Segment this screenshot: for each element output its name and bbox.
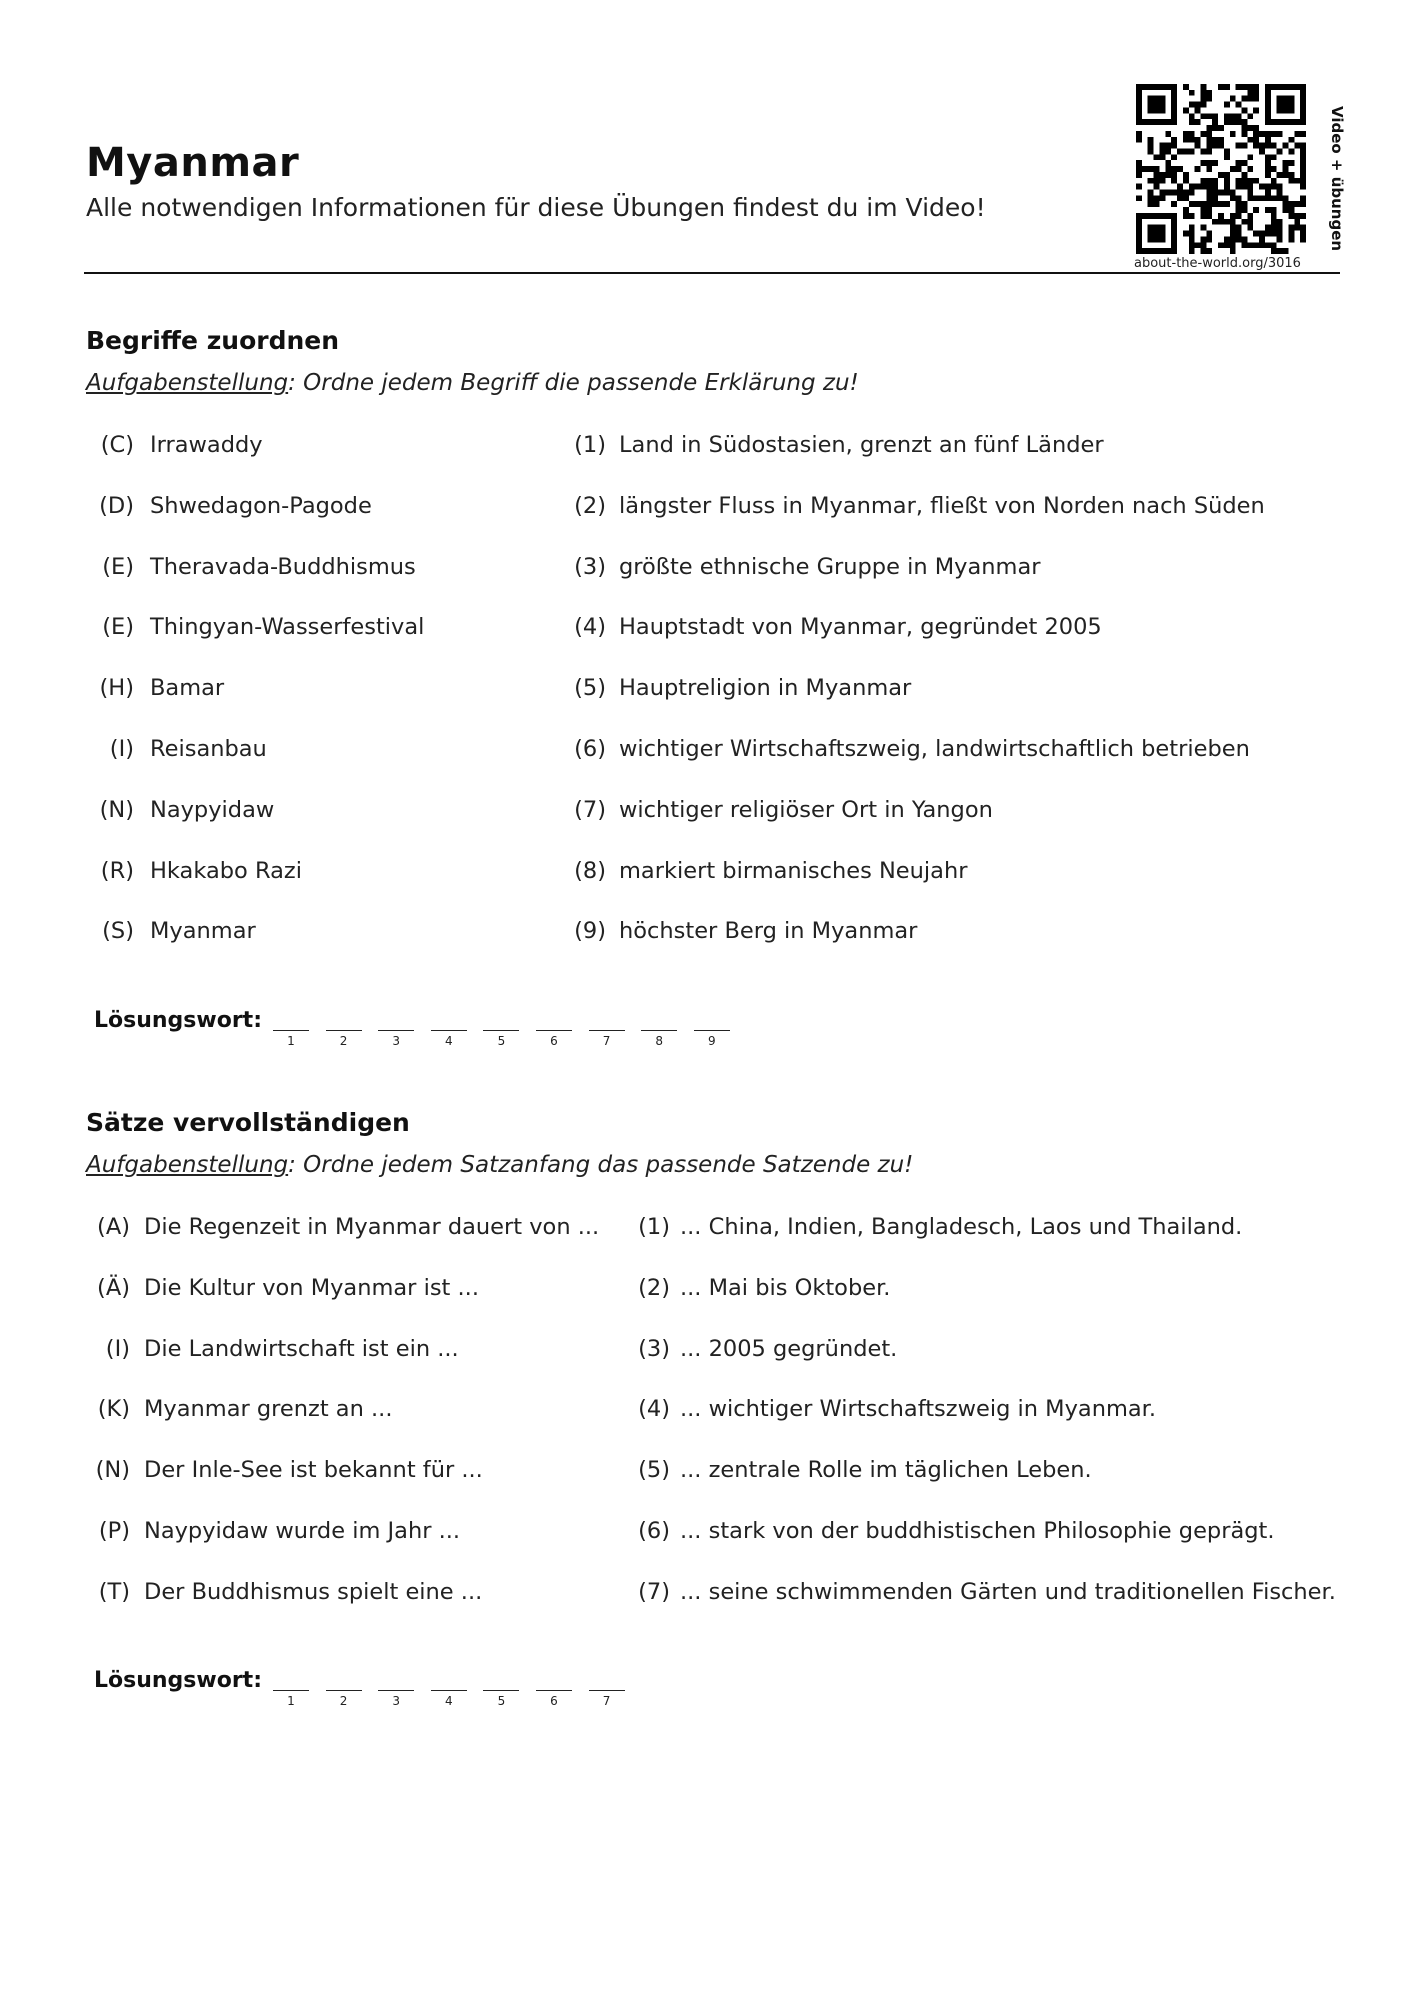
task-label: Aufgabenstellung (86, 370, 289, 396)
ending-number: (4) (638, 1396, 670, 1423)
start-text: Die Regenzeit in Myanmar dauert von ... (144, 1214, 600, 1240)
matching-row (0, 493, 1414, 523)
ending-number: (2) (638, 1274, 670, 1301)
blank-number: 7 (602, 1034, 611, 1048)
term-text: Theravada-Buddhismus (150, 553, 416, 580)
term-letter: (N) (99, 796, 134, 823)
blank-number: 1 (287, 1034, 295, 1048)
section-title-saetze: Sätze vervollständigen (86, 1108, 410, 1137)
answer-blank[interactable] (483, 1690, 519, 1691)
definition-text: größte ethnische Gruppe in Myanmar (619, 553, 1041, 580)
task-instruction-1 (86, 370, 859, 396)
definition-text: wichtiger religiöser Ort in Yangon (619, 796, 993, 823)
start-text: Die Kultur von Myanmar ist ... (144, 1274, 479, 1301)
definition-text: Hauptreligion in Myanmar (619, 675, 912, 702)
term-letter: (C) (100, 432, 134, 458)
start-letter: (I) (105, 1335, 130, 1362)
answer-blank[interactable] (641, 1030, 677, 1031)
matching-row (0, 736, 1414, 766)
qr-code-icon[interactable] (1136, 84, 1306, 254)
blank-number: 5 (497, 1034, 506, 1048)
answer-blank[interactable] (326, 1030, 362, 1031)
blank-number: 2 (339, 1694, 348, 1708)
matching-row (0, 1457, 1414, 1487)
definition-number: (1) (574, 432, 606, 458)
matching-row (0, 1214, 1414, 1244)
ending-text: ... 2005 gegründet. (680, 1335, 898, 1362)
term-text: Shwedagon-Pagode (150, 492, 372, 519)
ending-text: ... zentrale Rolle im täglichen Leben. (680, 1457, 1092, 1484)
blank-number: 6 (550, 1034, 558, 1048)
matching-row (0, 614, 1414, 644)
start-letter: (N) (95, 1457, 130, 1484)
solution-label-2: Lösungswort: (94, 1668, 262, 1693)
task-instruction-2 (86, 1152, 913, 1178)
ending-number: (5) (638, 1457, 670, 1484)
blank-number: 4 (444, 1694, 453, 1708)
header-divider (84, 272, 1340, 274)
matching-row (0, 554, 1414, 584)
term-text: Bamar (150, 675, 225, 702)
definition-text: längster Fluss in Myanmar, fließt von Norden nach Süden (619, 492, 1265, 519)
definition-text: wichtiger Wirtschaftszweig, landwirtschaftlich betrieben (619, 736, 1250, 762)
blank-number: 3 (392, 1034, 400, 1048)
definition-number: (8) (574, 857, 606, 884)
answer-blank[interactable] (431, 1690, 467, 1691)
section-title-begriffe: Begriffe zuordnen (86, 326, 340, 355)
term-text: Irrawaddy (150, 432, 263, 458)
ending-text: ... wichtiger Wirtschaftszweig in Myanmar. (680, 1396, 1157, 1423)
ending-text: ... stark von der buddhistischen Philosophie geprägt. (680, 1518, 1275, 1544)
start-letter: (P) (98, 1518, 130, 1544)
start-letter: (K) (97, 1396, 130, 1423)
ending-text: ... China, Indien, Bangladesch, Laos und Thailand. (680, 1214, 1243, 1240)
answer-blank[interactable] (536, 1030, 572, 1031)
definition-text: Land in Südostasien, grenzt an fünf Länder (619, 432, 1104, 458)
start-text: Der Inle-See ist bekannt für ... (144, 1457, 483, 1484)
matching-row (0, 797, 1414, 827)
blank-number: 8 (655, 1034, 663, 1048)
term-text: Thingyan-Wasserfestival (150, 614, 425, 641)
qr-side-label: Video + übungen (1328, 106, 1346, 252)
blank-number: 6 (550, 1694, 558, 1708)
answer-blank[interactable] (431, 1030, 467, 1031)
ending-number: (3) (638, 1335, 670, 1362)
ending-number: (6) (638, 1518, 670, 1544)
page-subtitle: Alle notwendigen Informationen für diese Übungen findest du im Video! (86, 193, 986, 222)
matching-row (0, 918, 1414, 948)
start-letter: (Ä) (97, 1274, 130, 1301)
term-letter: (E) (102, 553, 134, 580)
blank-number: 3 (392, 1694, 400, 1708)
task-text: : Ordne jedem Begriff die passende Erklärung zu! (288, 370, 859, 396)
ending-number: (7) (638, 1578, 670, 1605)
start-text: Myanmar grenzt an ... (144, 1396, 393, 1423)
answer-blank[interactable] (536, 1690, 572, 1691)
term-text: Reisanbau (150, 736, 267, 762)
matching-row (0, 1579, 1414, 1609)
blank-number: 5 (497, 1694, 506, 1708)
page-title: Myanmar (86, 140, 300, 186)
start-text: Naypyidaw wurde im Jahr ... (144, 1518, 461, 1544)
start-letter: (T) (98, 1578, 130, 1605)
matching-row (0, 858, 1414, 888)
ending-text: ... Mai bis Oktober. (680, 1274, 891, 1301)
definition-text: höchster Berg in Myanmar (619, 918, 918, 945)
start-letter: (A) (97, 1214, 130, 1240)
matching-row (0, 432, 1414, 462)
ending-text: ... seine schwimmenden Gärten und traditionellen Fischer. (680, 1578, 1336, 1605)
answer-blank[interactable] (326, 1690, 362, 1691)
qr-url-label: about-the-world.org/3016 (1134, 256, 1301, 271)
answer-blank[interactable] (694, 1030, 730, 1031)
definition-number: (9) (574, 918, 606, 945)
matching-row (0, 1336, 1414, 1366)
answer-blank[interactable] (589, 1690, 625, 1691)
start-text: Die Landwirtschaft ist ein ... (144, 1335, 459, 1362)
definition-text: markiert birmanisches Neujahr (619, 857, 968, 884)
answer-blank[interactable] (378, 1690, 414, 1691)
matching-row (0, 1396, 1414, 1426)
term-letter: (S) (102, 918, 134, 945)
term-letter: (H) (99, 675, 134, 702)
answer-blank[interactable] (273, 1690, 309, 1691)
solution-label-1: Lösungswort: (94, 1008, 262, 1033)
blank-number: 7 (602, 1694, 611, 1708)
answer-blank[interactable] (483, 1030, 519, 1031)
answer-blank[interactable] (273, 1030, 309, 1031)
blank-number: 4 (444, 1034, 453, 1048)
task-text: : Ordne jedem Satzanfang das passende Satzende zu! (288, 1152, 914, 1178)
term-text: Myanmar (150, 918, 256, 945)
answer-blank[interactable] (589, 1030, 625, 1031)
blank-number: 9 (707, 1034, 716, 1048)
definition-number: (2) (574, 492, 606, 519)
term-letter: (R) (100, 857, 134, 884)
start-text: Der Buddhismus spielt eine ... (144, 1578, 483, 1605)
ending-number: (1) (638, 1214, 670, 1240)
term-letter: (I) (109, 736, 134, 762)
blank-number: 2 (339, 1034, 348, 1048)
definition-number: (3) (574, 553, 606, 580)
matching-row (0, 1518, 1414, 1548)
matching-row (0, 675, 1414, 705)
definition-number: (7) (574, 796, 606, 823)
blank-number: 1 (287, 1694, 295, 1708)
definition-text: Hauptstadt von Myanmar, gegründet 2005 (619, 614, 1102, 641)
term-letter: (D) (99, 492, 134, 519)
task-label: Aufgabenstellung (86, 1152, 289, 1178)
definition-number: (6) (574, 736, 606, 762)
definition-number: (4) (574, 614, 606, 641)
definition-number: (5) (574, 675, 606, 702)
matching-row (0, 1275, 1414, 1305)
answer-blank[interactable] (378, 1030, 414, 1031)
term-text: Naypyidaw (150, 796, 275, 823)
term-text: Hkakabo Razi (150, 857, 302, 884)
term-letter: (E) (102, 614, 134, 641)
